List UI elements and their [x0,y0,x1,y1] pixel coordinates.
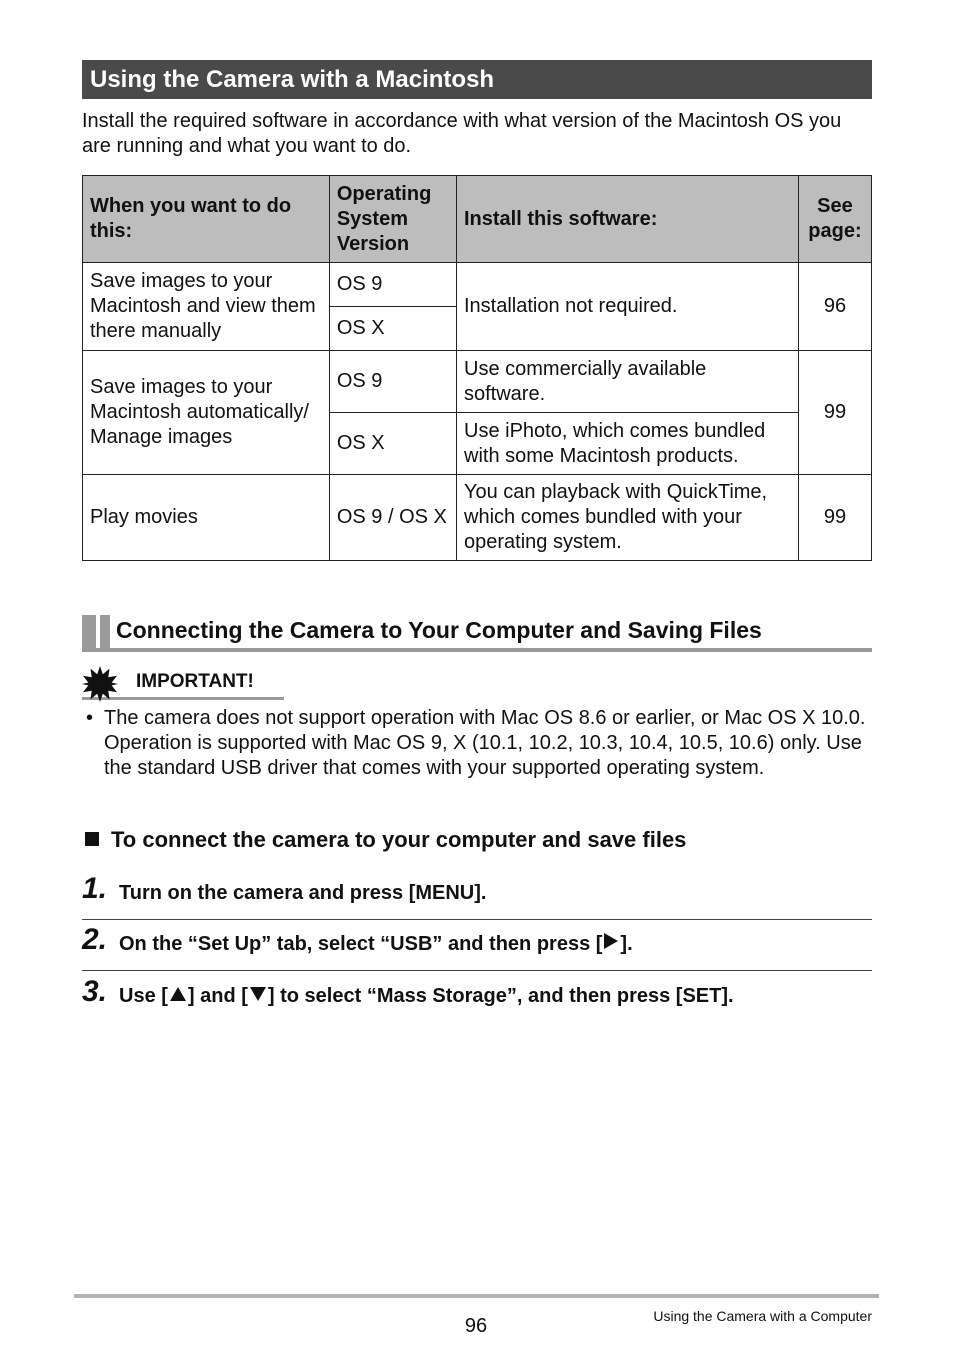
down-triangle-icon [250,987,266,1001]
cell-os: OS 9 [329,263,456,307]
cell-task: Save images to your Macintosh and view them there manually [83,263,330,351]
step-text-part: ] and [ [187,985,248,1007]
page-number: 96 [464,1315,488,1337]
step-text-part: On the “Set Up” tab, select “USB” and then press [ [119,933,603,955]
cell-page: 99 [798,351,871,475]
software-table [82,175,872,561]
step-text-part: Use [ [119,985,168,1007]
important-label: IMPORTANT! [136,671,254,692]
intro-paragraph: Install the required software in accordance with what version of the Macintosh OS you are running and what you want to do. [82,110,842,157]
cell-os: OS 9 [329,351,456,413]
heading-marker [100,615,110,648]
step-number: 2. [82,923,108,956]
cell-task: Play movies [83,475,330,561]
table-row [83,475,872,561]
header-os: Operating System Version [329,176,456,263]
step-3 [82,975,872,1023]
important-starburst-icon [82,666,118,702]
bullet-marker: • [86,707,94,729]
cell-os: OS X [329,307,456,351]
header-task: When you want to do this: [83,176,330,263]
cell-os: OS X [329,413,456,475]
important-text: The camera does not support operation with Mac OS 8.6 or earlier, or Mac OS X 10.0. Operation is supported with Mac OS 9, X (10.1, 10.2, 10.3, 10.4, 10.5, 10.6) only. Use the standard USB driver that comes with your supported operating system. [104,707,866,779]
cell-software: You can playback with QuickTime, which comes bundled with your operating system. [457,475,799,561]
chapter-title: Using the Camera with a Computer [653,1308,872,1324]
step-2 [82,923,872,971]
table-header-row [83,176,872,263]
step-text [119,983,734,1009]
procedure-title [82,826,872,854]
cell-task: Save images to your Macintosh automatically/ Manage images [83,351,330,475]
cell-software: Use iPhoto, which comes bundled with some Macintosh products. [457,413,799,475]
procedure-title-text: To connect the camera to your computer and save files [111,827,687,852]
cell-os: OS 9 / OS X [329,475,456,561]
header-page: See page: [798,176,871,263]
step-text-part: ] to select “Mass Storage”, and then press [SET]. [267,985,734,1007]
subsection-heading [82,612,872,652]
step-text [119,931,633,957]
table-row [83,351,872,413]
cell-software: Use commercially available software. [457,351,799,413]
step-text-part: ]. [620,933,633,955]
step-number: 3. [82,975,108,1008]
up-triangle-icon [170,987,186,1001]
step-number: 1. [82,872,108,905]
header-software: Install this software: [457,176,799,263]
step-1 [82,872,872,920]
heading-marker [82,615,96,648]
cell-page: 99 [798,475,871,561]
right-triangle-icon [604,933,618,949]
cell-software: Installation not required. [457,263,799,351]
step-text [119,880,486,906]
square-bullet-icon [85,832,99,846]
table-row [83,263,872,307]
subsection-title: Connecting the Camera to Your Computer and Saving Files [116,617,762,643]
important-callout [82,666,284,700]
section-title: Using the Camera with a Macintosh [82,60,872,99]
footer-divider [74,1294,879,1298]
step-text-part: Turn on the camera and press [MENU]. [119,882,487,904]
cell-page: 96 [798,263,871,351]
